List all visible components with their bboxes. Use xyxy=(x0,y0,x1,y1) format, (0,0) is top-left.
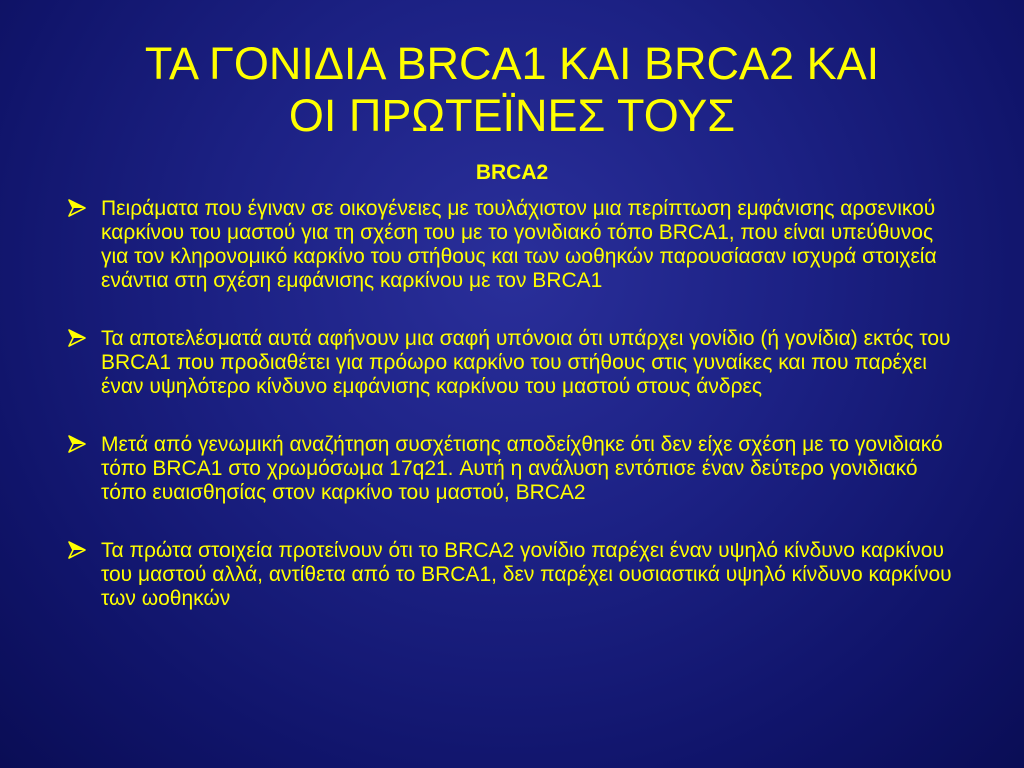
slide-title-line-2: ΟΙ ΠΡΩΤΕΪΝΕΣ ΤΟΥΣ xyxy=(288,90,736,141)
bullet-item xyxy=(66,197,966,293)
slide-subtitle: BRCA2 xyxy=(475,161,549,184)
bullet-item xyxy=(66,327,966,399)
bullet-text: Μετά από γενωμική αναζήτηση συσχέτισης αποδείχθηκε ότι δεν είχε σχέση με το γονιδιακό τόπο BRCA1 στο χρωμόσωμα 17q21. Αυτή η ανάλυση εντόπισε έναν δεύτερο γονιδιακό τόπο ευαισθησίας στον καρκίνο του μαστού, BRCA2 xyxy=(101,433,943,504)
bullet-item xyxy=(66,539,966,611)
slide-title xyxy=(60,38,964,142)
slide-title-line-1: ΤΑ ΓΟΝΙΔΙΑ BRCA1 ΚΑΙ BRCA2 ΚΑΙ xyxy=(144,38,880,89)
bullet-item xyxy=(66,433,966,505)
arrowhead-bullet-icon xyxy=(66,327,92,351)
arrowhead-bullet-icon xyxy=(66,539,92,563)
arrowhead-bullet-icon xyxy=(66,197,92,221)
bullet-text: Τα πρώτα στοιχεία προτείνουν ότι το BRCA2 γονίδιο παρέχει έναν υψηλό κίνδυνο καρκίνου του μαστού αλλά, αντίθετα από το BRCA1, δεν παρέχει ουσιαστικά υψηλό κίνδυνο καρκίνου των ωοθηκών xyxy=(101,539,952,610)
bullet-list xyxy=(66,197,966,645)
bullet-text: Πειράματα που έγιναν σε οικογένειες με τουλάχιστον μια περίπτωση εμφάνισης αρσενικού καρκίνου του μαστού για τη σχέση του με το γονιδιακό τόπο BRCA1, που είναι υπεύθυνος για τον κληρονομικό καρκίνο του στήθους και των ωοθηκών παρουσίασαν ισχυρά στοιχεία ενάντια στη σχέση εμφάνισης καρκίνου με τον BRCA1 xyxy=(101,197,937,292)
arrowhead-bullet-icon xyxy=(66,433,92,457)
bullet-text: Τα αποτελέσματά αυτά αφήνουν μια σαφή υπόνοια ότι υπάρχει γονίδιο (ή γονίδια) εκτός του BRCA1 που προδιαθέτει για πρόωρο καρκίνο του στήθους στις γυναίκες και που παρέχει έναν υψηλότερο κίνδυνο εμφάνισης καρκίνου του μαστού στους άνδρες xyxy=(101,327,951,398)
